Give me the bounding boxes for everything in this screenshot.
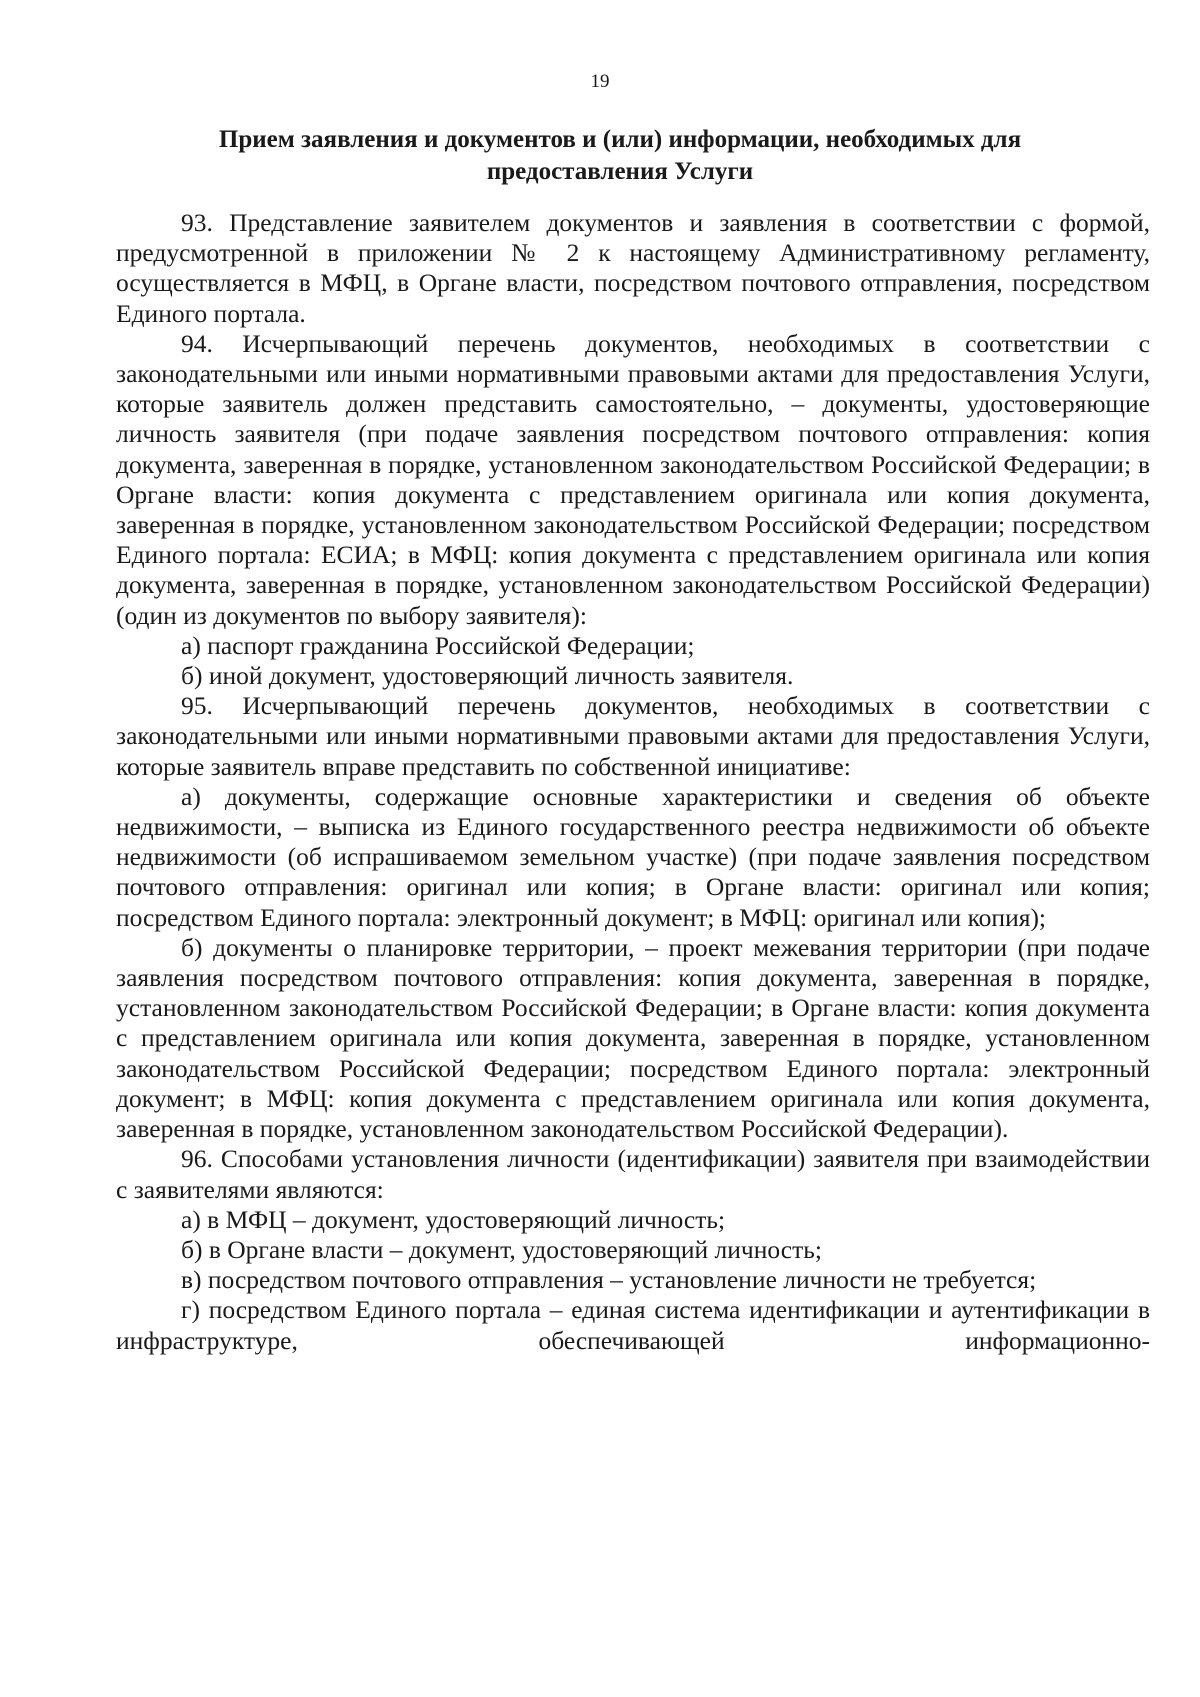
page-number: 19: [590, 71, 610, 92]
list-item-94-b: б) иной документ, удостоверяющий личность заявителя.: [181, 661, 794, 691]
document-body: [116, 208, 1150, 1356]
list-item-96-b: б) в Органе власти – документ, удостоверяющий личность;: [181, 1234, 822, 1264]
list-item-96-g: г) посредством Единого портала – единая система идентификации и аутентификации в инфраструктуре, обеспечивающей информационно-: [116, 1295, 1150, 1355]
list-item-96-a: а) в МФЦ – документ, удостоверяющий личность;: [181, 1204, 726, 1234]
paragraph-95: 95. Исчерпывающий перечень документов, необходимых в соответствии с законодательными или иными нормативными правовыми актами для предоставления Услуги, которые заявитель вправе представить по собственной инициативе:: [116, 691, 1150, 781]
section-heading: [140, 124, 1100, 188]
list-item-95-b: б) документы о планировке территории, – проект межевания территории (при подаче заявления посредством почтового отправления: копия документа, заверенная в порядке, установленном законодательством Российской Федерации; в Органе власти: копия документа с представлением оригинала или копия документа, заверенная в порядке, установленном законодательством Российской Федерации; посредством Единого портала: электронный документ; в МФЦ: копия документа с представлением оригинала или копия документа, заверенная в порядке, установленном законодательством Российской Федерации).: [116, 932, 1150, 1144]
section-heading-line-2: предоставления Услуги: [486, 158, 754, 185]
list-item-96-v: в) посредством почтового отправления – установление личности не требуется;: [181, 1265, 1037, 1295]
paragraph-94: 94. Исчерпывающий перечень документов, необходимых в соответствии с законодательными или иными нормативными правовыми актами для предоставления Услуги, которые заявитель должен представить самостоятельно, – документы, удостоверяющие личность заявителя (при подаче заявления посредством почтового отправления: копия документа, заверенная в порядке, установленном законодательством Российской Федерации; в Органе власти: копия документа с представлением оригинала или копия документа, заверенная в порядке, установленном законодательством Российской Федерации; посредством Единого портала: ЕСИА; в МФЦ: копия документа с представлением оригинала или копия документа, заверенная в порядке, установленном законодательством Российской Федерации) (один из документов по выбору заявителя):: [116, 328, 1150, 630]
section-heading-line-1: Прием заявления и документов и (или) информации, необходимых для: [218, 126, 1022, 153]
list-item-94-a: а) паспорт гражданина Российской Федерации;: [181, 630, 695, 660]
list-item-95-a: а) документы, содержащие основные характеристики и сведения об объекте недвижимости, – выписка из Единого государственного реестра недвижимости об объекте недвижимости (об испрашиваемом земельном участке) (при подаче заявления посредством почтового отправления: оригинал или копия; в Органе власти: оригинал или копия; посредством Единого портала: электронный документ; в МФЦ: оригинал или копия);: [116, 781, 1150, 932]
paragraph-96: 96. Способами установления личности (идентификации) заявителя при взаимодействии с заявителями являются:: [116, 1144, 1150, 1204]
paragraph-93: 93. Представление заявителем документов и заявления в соответствии с формой, предусмотренной в приложении № 2 к настоящему Административному регламенту, осуществляется в МФЦ, в Органе власти, посредством почтового отправления, посредством Единого портала.: [116, 208, 1150, 328]
